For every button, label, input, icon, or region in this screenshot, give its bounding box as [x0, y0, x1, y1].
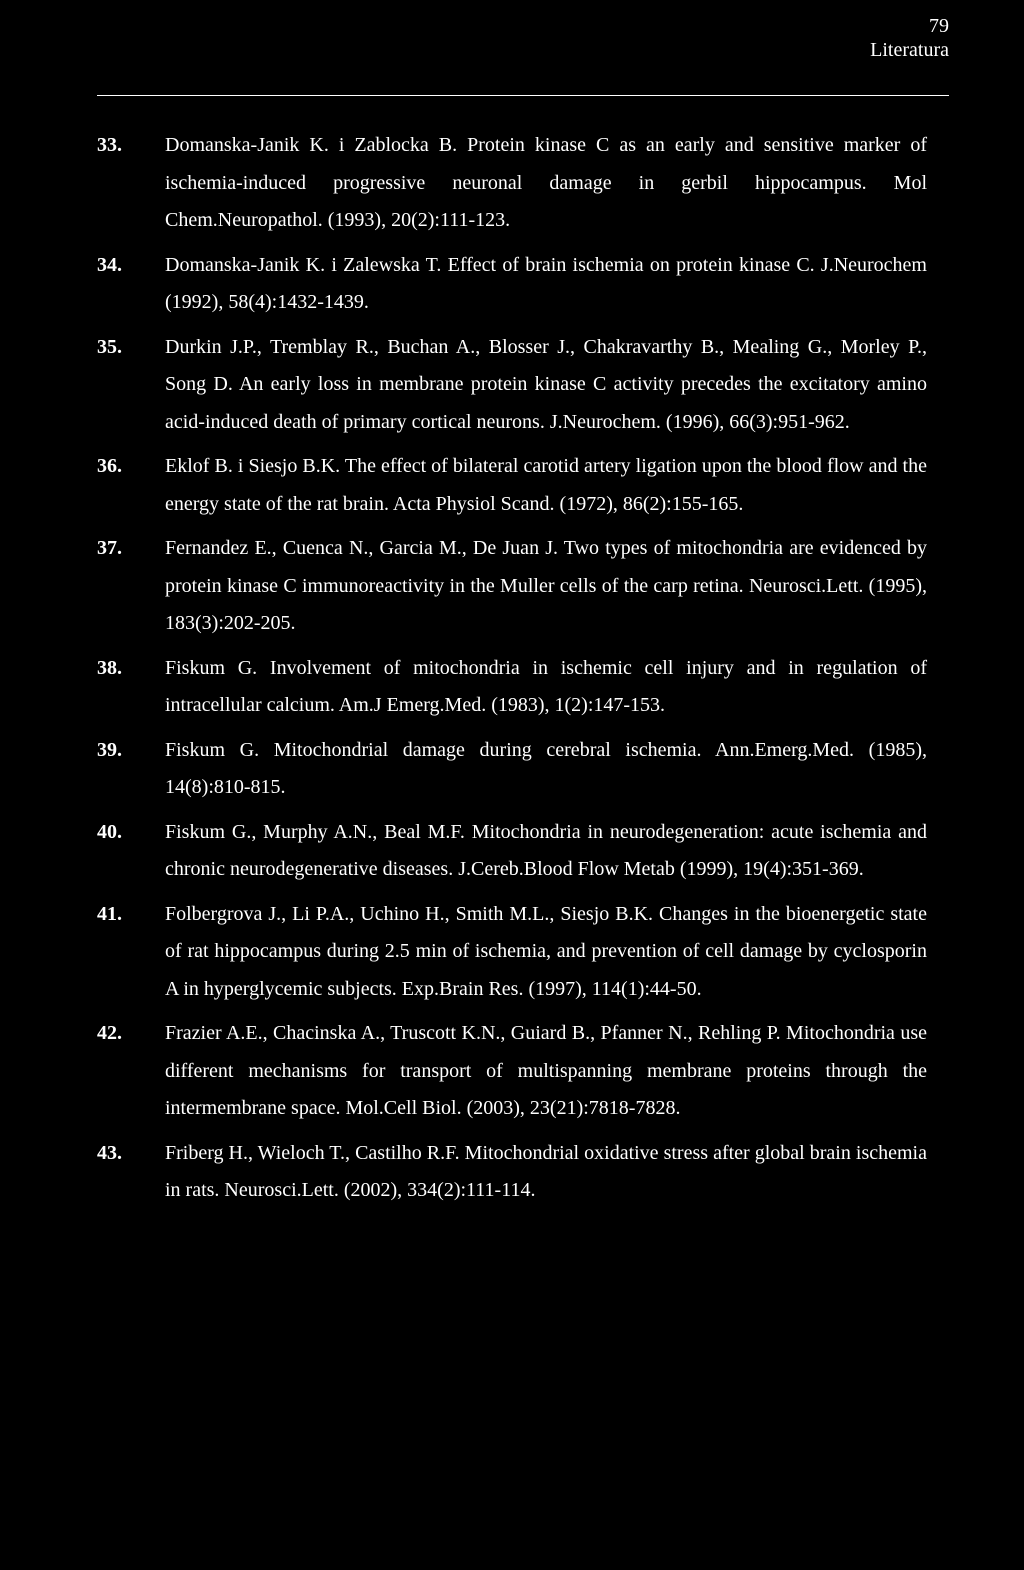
reference-item — [97, 530, 927, 643]
reference-number: 37. — [97, 537, 122, 559]
reference-number: 41. — [97, 902, 122, 925]
reference-item — [97, 247, 927, 322]
reference-number: 40. — [97, 820, 122, 843]
reference-number: 35. — [97, 335, 122, 358]
reference-item — [97, 1015, 927, 1128]
reference-text: Durkin J.P., Tremblay R., Buchan A., Blosser J., Chakravarthy B., Mealing G., Morley P., Song D. An early loss in membrane protein kinase C activity precedes the excitatory amino acid-induced death of primary cortical neurons. J.Neurochem. (1996), 66(3):951-962. — [165, 335, 927, 433]
page-number: 79 — [929, 15, 949, 37]
header-rule — [97, 95, 949, 96]
reference-item — [97, 1135, 927, 1210]
reference-text: Domanska-Janik K. i Zablocka B. Protein kinase C as an early and sensitive marker of ischemia-induced progressive neuronal damage in gerbil hippocampus. Mol Chem.Neuropathol. (1993), 20(2):111-123. — [165, 134, 927, 231]
reference-text: Fiskum G. Involvement of mitochondria in ischemic cell injury and in regulation of intracellular calcium. Am.J Emerg.Med. (1983), 1(2):147-153. — [165, 656, 927, 716]
reference-text: Frazier A.E., Chacinska A., Truscott K.N., Guiard B., Pfanner N., Rehling P. Mitochondria use different mechanisms for transport of multispanning membrane proteins through the intermembrane space. Mol.Cell Biol. (2003), 23(21):7818-7828. — [165, 1022, 927, 1119]
reference-number: 36. — [97, 455, 122, 477]
page-header — [870, 14, 949, 62]
reference-text: Fernandez E., Cuenca N., Garcia M., De Juan J. Two types of mitochondria are evidenced by protein kinase C immunoreactivity in the Muller cells of the carp retina. Neurosci.Lett. (1995), 183(3):202-205. — [165, 537, 927, 634]
reference-item — [97, 650, 927, 725]
reference-number: 34. — [97, 253, 122, 276]
reference-item — [97, 814, 927, 889]
reference-text: Domanska-Janik K. i Zalewska T. Effect of brain ischemia on protein kinase C. J.Neurochem (1992), 58(4):1432-1439. — [165, 253, 927, 313]
reference-item — [97, 329, 927, 442]
section-title: Literatura — [870, 39, 949, 61]
reference-number: 33. — [97, 134, 122, 156]
reference-text: Eklof B. i Siesjo B.K. The effect of bilateral carotid artery ligation upon the blood flow and the energy state of the rat brain. Acta Physiol Scand. (1972), 86(2):155-165. — [165, 455, 927, 515]
reference-list — [97, 127, 927, 1217]
reference-text: Friberg H., Wieloch T., Castilho R.F. Mitochondrial oxidative stress after global brain ischemia in rats. Neurosci.Lett. (2002), 334(2):111-114. — [165, 1141, 927, 1201]
reference-text: Folbergrova J., Li P.A., Uchino H., Smith M.L., Siesjo B.K. Changes in the bioenergetic state of rat hippocampus during 2.5 min of ischemia, and prevention of cell damage by cyclosporin A in hyperglycemic subjects. Exp.Brain Res. (1997), 114(1):44-50. — [165, 902, 927, 1000]
reference-item — [97, 896, 927, 1009]
reference-text: Fiskum G. Mitochondrial damage during cerebral ischemia. Ann.Emerg.Med. (1985), 14(8):810-815. — [165, 738, 927, 798]
reference-item — [97, 127, 927, 240]
reference-number: 39. — [97, 738, 122, 761]
reference-item — [97, 732, 927, 807]
reference-number: 38. — [97, 656, 122, 679]
reference-item — [97, 448, 927, 523]
reference-number: 42. — [97, 1022, 122, 1044]
reference-number: 43. — [97, 1141, 122, 1164]
reference-text: Fiskum G., Murphy A.N., Beal M.F. Mitochondria in neurodegeneration: acute ischemia and chronic neurodegenerative diseases. J.Cereb.Blood Flow Metab (1999), 19(4):351-369. — [165, 820, 927, 880]
